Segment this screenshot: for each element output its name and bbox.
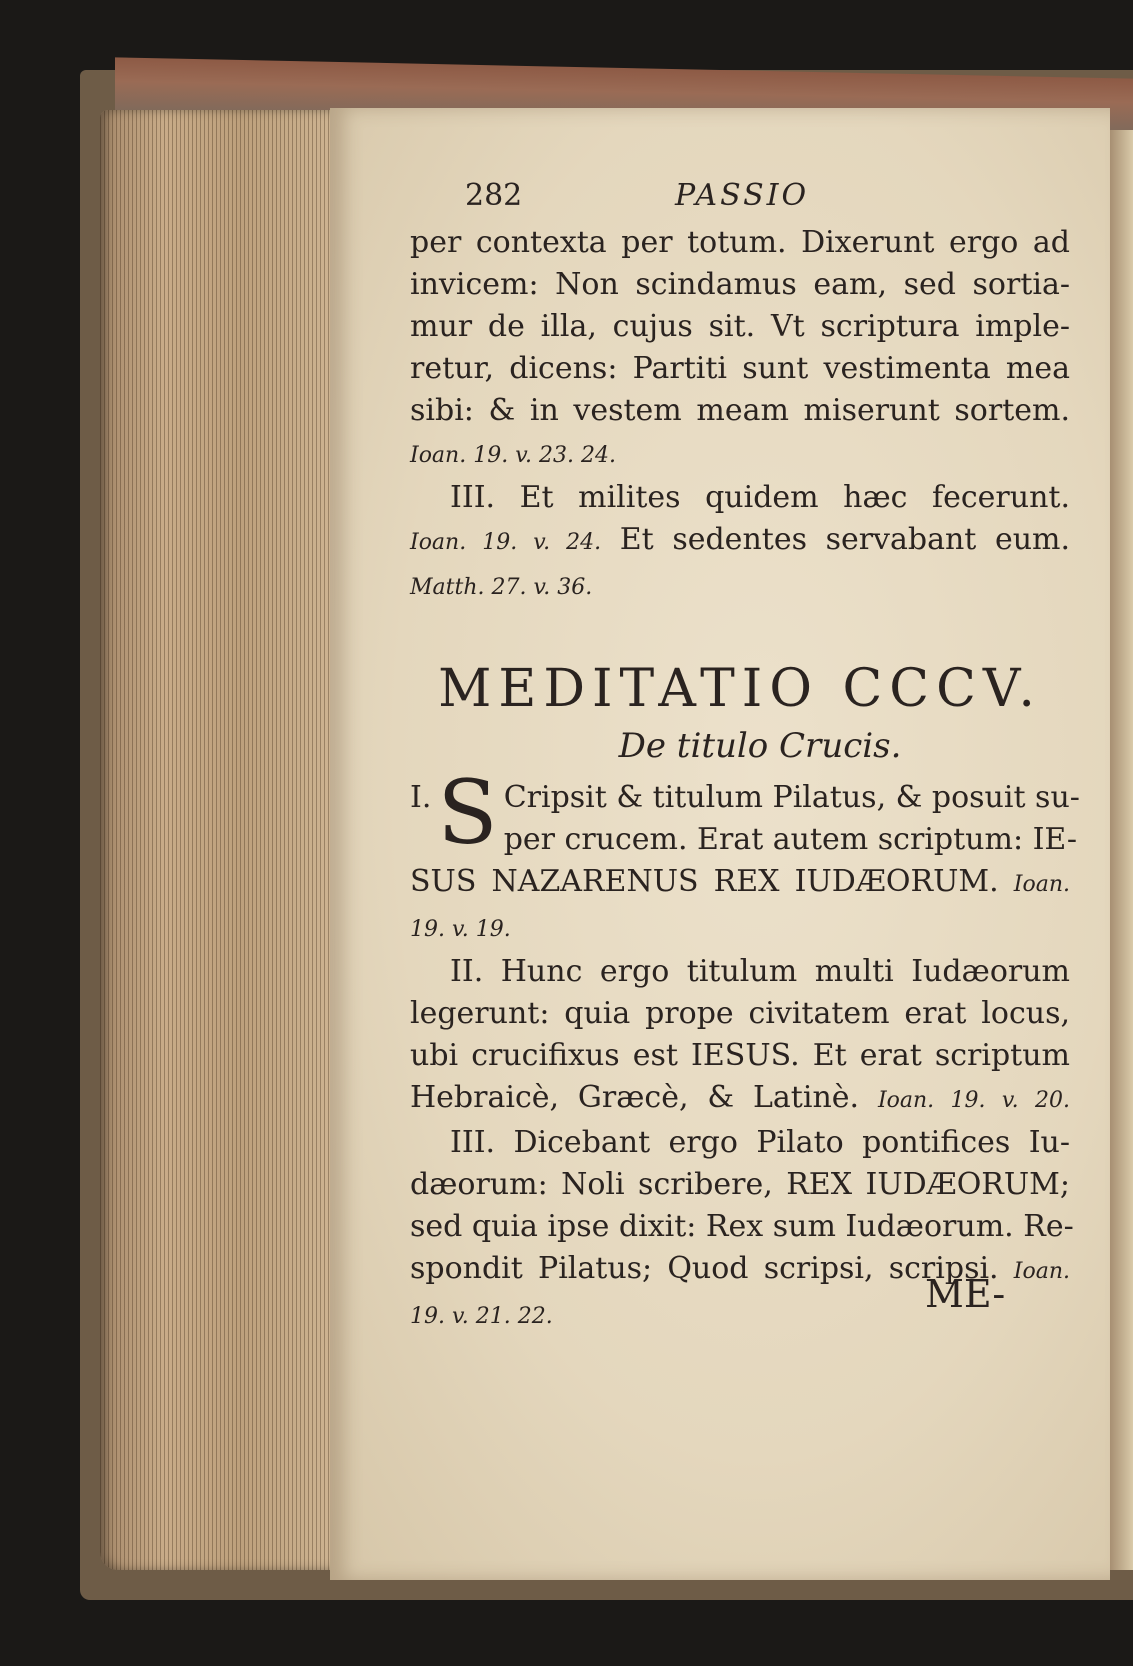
scripture-reference: Ioan. 19. v. 23. 24. [410, 443, 616, 468]
drop-capital: S [437, 761, 498, 864]
scripture-reference: Matth. 27. v. 36. [410, 575, 593, 600]
running-title: PASSIO [675, 178, 810, 213]
meditation-subheading: De titulo Crucis. [618, 726, 902, 766]
meditation-body [410, 761, 1080, 1338]
text-line [410, 519, 1070, 564]
text-line: sibi: & in vestem meam miserunt sortem. [410, 393, 1070, 428]
scripture-reference: Ioan. [1013, 1259, 1070, 1284]
scripture-reference: Ioan. 19. v. 24. [410, 530, 602, 555]
text-line [410, 1077, 1070, 1122]
paragraph-number: I. [410, 780, 432, 815]
previous-section-end [410, 222, 1070, 609]
paragraph-text: spondit Pilatus; Quod scripsi, scripsi. [410, 1251, 999, 1286]
scripture-reference: Ioan. 19. v. 20. [877, 1088, 1070, 1113]
scripture-reference: 19. v. 21. 22. [410, 1304, 553, 1329]
text-line [410, 861, 1070, 906]
text-line: sed quia ipse dixit: Rex sum Iudæorum. Re- [410, 1209, 1074, 1244]
scripture-reference: Ioan. [1013, 872, 1070, 897]
text-line [410, 906, 1070, 951]
paragraph-2 [410, 951, 1070, 1122]
facing-page-edge [1110, 130, 1133, 1570]
paragraph-text: SUS NAZARENUS REX IUDÆORUM. [410, 864, 999, 899]
paragraph-1 [410, 761, 1080, 951]
text-line: per crucem. Erat autem scriptum: IE- [503, 822, 1078, 857]
paragraph-text: Et milites quidem hæc fecerunt. [519, 480, 1070, 515]
text-line: legerunt: quia prope civitatem erat locus, [410, 996, 1070, 1031]
paragraph-number: III. [450, 480, 496, 515]
running-head [410, 178, 1070, 222]
text-line [410, 477, 1070, 519]
text-line [410, 432, 1070, 477]
paragraph-text: Et sedentes servabant eum. [619, 522, 1071, 557]
page-text [410, 178, 1080, 1338]
paragraph-text: Hebraicè, Græcè, & Latinè. [410, 1080, 860, 1115]
text-line: ubi crucifixus est IESUS. Et erat scriptum [410, 1038, 1070, 1073]
page-fore-edge [100, 110, 355, 1570]
text-line: III. Dicebant ergo Pilato pontifices Iu- [450, 1125, 1070, 1160]
paragraph-text: Cripsit & titulum Pilatus, & posuit su- [503, 780, 1080, 815]
meditation-heading: MEDITATIO CCCV. [438, 659, 1042, 719]
text-line: dæorum: Noli scribere, REX IUDÆORUM; [410, 1167, 1070, 1202]
page-number: 282 [465, 178, 523, 213]
catchword: ME- [925, 1272, 1006, 1316]
scripture-reference: 19. v. 19. [410, 917, 511, 942]
text-line: invicem: Non scindamus eam, sed sortia- [410, 267, 1070, 302]
text-line: II. Hunc ergo titulum multi Iudæorum [450, 954, 1070, 989]
text-line: per contexta per totum. Dixerunt ergo ad [410, 225, 1070, 260]
text-line [410, 564, 1070, 609]
text-line: mur de illa, cujus sit. Vt scriptura imple- [410, 309, 1070, 344]
text-line: retur, dicens: Partiti sunt vestimenta mea [410, 351, 1070, 386]
